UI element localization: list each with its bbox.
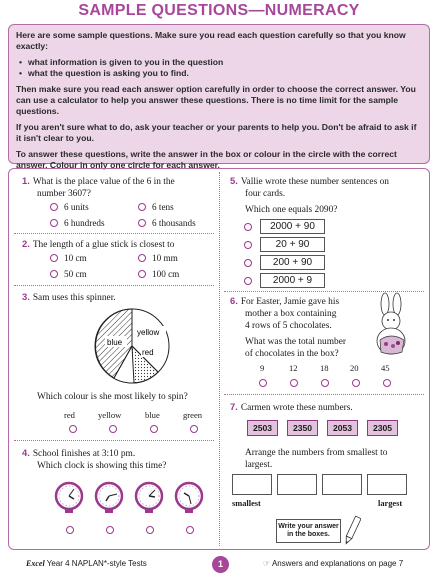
- answer-circle[interactable]: [50, 254, 58, 262]
- question-text: Which colour is she most likely to spin?: [37, 392, 188, 402]
- question-text: Carmen wrote these numbers.: [240, 403, 353, 413]
- answer-circle[interactable]: [244, 223, 252, 231]
- option-label: 50 cm: [64, 269, 87, 279]
- answer-option[interactable]: [50, 269, 87, 279]
- answer-option[interactable]: [50, 253, 87, 263]
- pointing-hand-icon: ☞: [263, 559, 271, 568]
- page-number: 1: [212, 556, 229, 573]
- question-number: 1.: [22, 175, 30, 186]
- question-text: What was the total number: [245, 336, 347, 347]
- number-card: 20 + 90: [260, 237, 325, 252]
- question-text: largest.: [245, 460, 273, 471]
- option-label: 20: [350, 363, 359, 373]
- largest-label: largest: [378, 499, 403, 508]
- question-separator: [14, 285, 214, 286]
- answer-circle[interactable]: [66, 526, 74, 534]
- footer-left-text: Year 4 NAPLAN*-style Tests: [46, 559, 147, 568]
- brand-label: Excel: [26, 559, 45, 568]
- question-text: The length of a glue stick is closest to: [32, 240, 175, 250]
- option-label: 6 thousands: [152, 218, 196, 228]
- answer-circle[interactable]: [244, 241, 252, 249]
- pencil-icon: [343, 514, 361, 548]
- question-6: [230, 295, 370, 360]
- answer-circle[interactable]: [138, 254, 146, 262]
- question-number: 2.: [22, 238, 30, 249]
- clock-icon: [176, 483, 202, 513]
- question-text: For Easter, Jamie gave his: [240, 297, 340, 307]
- answer-circle[interactable]: [50, 219, 58, 227]
- question-text: four cards.: [245, 189, 286, 200]
- question-5: [230, 175, 425, 217]
- answer-box[interactable]: [232, 474, 272, 495]
- question-number: 6.: [230, 295, 238, 306]
- clock-icon: [96, 483, 122, 513]
- intro-paragraph-2: Then make sure you read each answer option carefully in order to choose the correct answer. You can use a calculator to help you answer these questions. There is no time limit for the sample questions.: [16, 84, 416, 116]
- answer-circle[interactable]: [50, 270, 58, 278]
- option-label: green: [183, 410, 203, 420]
- option-label: 6 hundreds: [64, 218, 105, 228]
- question-7: [230, 401, 425, 414]
- smallest-label: smallest: [232, 499, 261, 508]
- answer-circle[interactable]: [69, 425, 77, 433]
- intro-bullet-list: [16, 57, 422, 79]
- question-text: Sam uses this spinner.: [32, 293, 116, 303]
- option-label: 18: [320, 363, 329, 373]
- answer-circle[interactable]: [244, 277, 252, 285]
- clock-options: [54, 480, 204, 514]
- intro-bullet: • what information is given to you in the question: [16, 57, 422, 68]
- question-text: School finishes at 3:10 pm.: [32, 449, 136, 459]
- answer-circle[interactable]: [321, 379, 329, 387]
- clock-icon: [136, 483, 162, 513]
- question-7-instruction: [245, 447, 425, 471]
- question-1: [22, 175, 212, 200]
- question-number: 7.: [230, 401, 238, 412]
- question-separator: [14, 233, 214, 234]
- answer-circle[interactable]: [259, 379, 267, 387]
- footer-right-text: Answers and explanations on page 7: [271, 559, 404, 568]
- intro-paragraph-1: Here are some sample questions. Make sure you read each question carefully so that you know exactly:: [16, 30, 406, 51]
- easter-bunny-icon: [366, 292, 418, 358]
- question-2: [22, 238, 217, 251]
- page-title: SAMPLE QUESTIONS—NUMERACY: [78, 2, 360, 19]
- number-tile: 2503: [247, 420, 278, 436]
- answer-option[interactable]: [138, 218, 196, 228]
- option-label: 9: [260, 363, 265, 373]
- answer-circle[interactable]: [146, 526, 154, 534]
- number-tile: 2053: [327, 420, 358, 436]
- option-label: 10 mm: [152, 253, 178, 263]
- answer-circle[interactable]: [190, 425, 198, 433]
- footer-answers-link: [263, 559, 403, 568]
- spinner-label-red: red: [142, 348, 154, 357]
- question-number: 3.: [22, 291, 30, 302]
- answer-option[interactable]: [138, 269, 179, 279]
- answer-circle[interactable]: [150, 425, 158, 433]
- answer-circle[interactable]: [50, 203, 58, 211]
- answer-circle[interactable]: [290, 379, 298, 387]
- answer-option[interactable]: [138, 253, 178, 263]
- number-card: 200 + 90: [260, 255, 325, 270]
- option-label: 6 tens: [152, 202, 174, 212]
- answer-circle[interactable]: [109, 425, 117, 433]
- spinner-diagram: [92, 306, 172, 386]
- answer-box[interactable]: [277, 474, 317, 495]
- answer-box[interactable]: [322, 474, 362, 495]
- answer-circle[interactable]: [138, 219, 146, 227]
- option-label: 100 cm: [152, 269, 180, 279]
- answer-circle[interactable]: [138, 203, 146, 211]
- question-text: number 3607?: [37, 189, 91, 200]
- number-tile: 2305: [367, 420, 398, 436]
- question-text: of chocolates in the box?: [245, 348, 339, 359]
- answer-circle[interactable]: [244, 259, 252, 267]
- column-divider: [219, 172, 220, 546]
- question-4: [22, 447, 212, 472]
- question-text: Arrange the numbers from smallest to: [245, 448, 388, 458]
- number-tile: 2350: [287, 420, 318, 436]
- spinner-label-blue: blue: [107, 338, 123, 347]
- option-label: 45: [381, 363, 390, 373]
- question-number: 5.: [230, 175, 238, 186]
- write-answer-hint: Write your answer in the boxes.: [276, 519, 341, 543]
- answer-box[interactable]: [367, 474, 407, 495]
- question-separator: [14, 440, 214, 441]
- question-text: Which clock is showing this time?: [37, 461, 167, 472]
- number-card: 2000 + 90: [260, 219, 325, 234]
- option-label: yellow: [98, 410, 122, 420]
- option-label: 12: [289, 363, 298, 373]
- spinner-label-yellow: yellow: [137, 328, 160, 337]
- option-label: 10 cm: [64, 253, 87, 263]
- number-card: 2000 + 9: [260, 273, 325, 288]
- instructions-panel: [8, 24, 430, 170]
- option-label: blue: [145, 410, 160, 420]
- question-text: mother a box containing: [245, 309, 337, 320]
- question-text: 4 rows of 5 chocolates.: [245, 321, 332, 332]
- answer-option[interactable]: [50, 202, 89, 212]
- intro-bullet: • what the question is asking you to find.: [16, 68, 422, 79]
- intro-paragraph-3: If you aren't sure what to do, ask your teacher or your parents to help you. Don't be afraid to ask if it isn't clear to you.: [16, 122, 417, 143]
- option-label: red: [64, 410, 75, 420]
- question-3: [22, 291, 212, 304]
- intro-paragraph-4: To answer these questions, write the answer in the box or colour in the circle with the correct answer. Colour in only one circle for each answer.: [16, 149, 397, 170]
- question-text: Which one equals 2090?: [245, 205, 338, 216]
- answer-circle[interactable]: [186, 526, 194, 534]
- clock-icon: [56, 483, 82, 513]
- answer-option[interactable]: [50, 218, 105, 228]
- answer-circle[interactable]: [106, 526, 114, 534]
- option-label: 6 units: [64, 202, 89, 212]
- answer-circle[interactable]: [352, 379, 360, 387]
- answer-circle[interactable]: [138, 270, 146, 278]
- question-text: Vallie wrote these number sentences on: [240, 177, 389, 187]
- question-text: What is the place value of the 6 in the: [32, 177, 175, 187]
- answer-option[interactable]: [138, 202, 174, 212]
- question-separator: [224, 394, 424, 395]
- answer-circle[interactable]: [383, 379, 391, 387]
- footer-book-title: [26, 559, 147, 568]
- question-number: 4.: [22, 447, 30, 458]
